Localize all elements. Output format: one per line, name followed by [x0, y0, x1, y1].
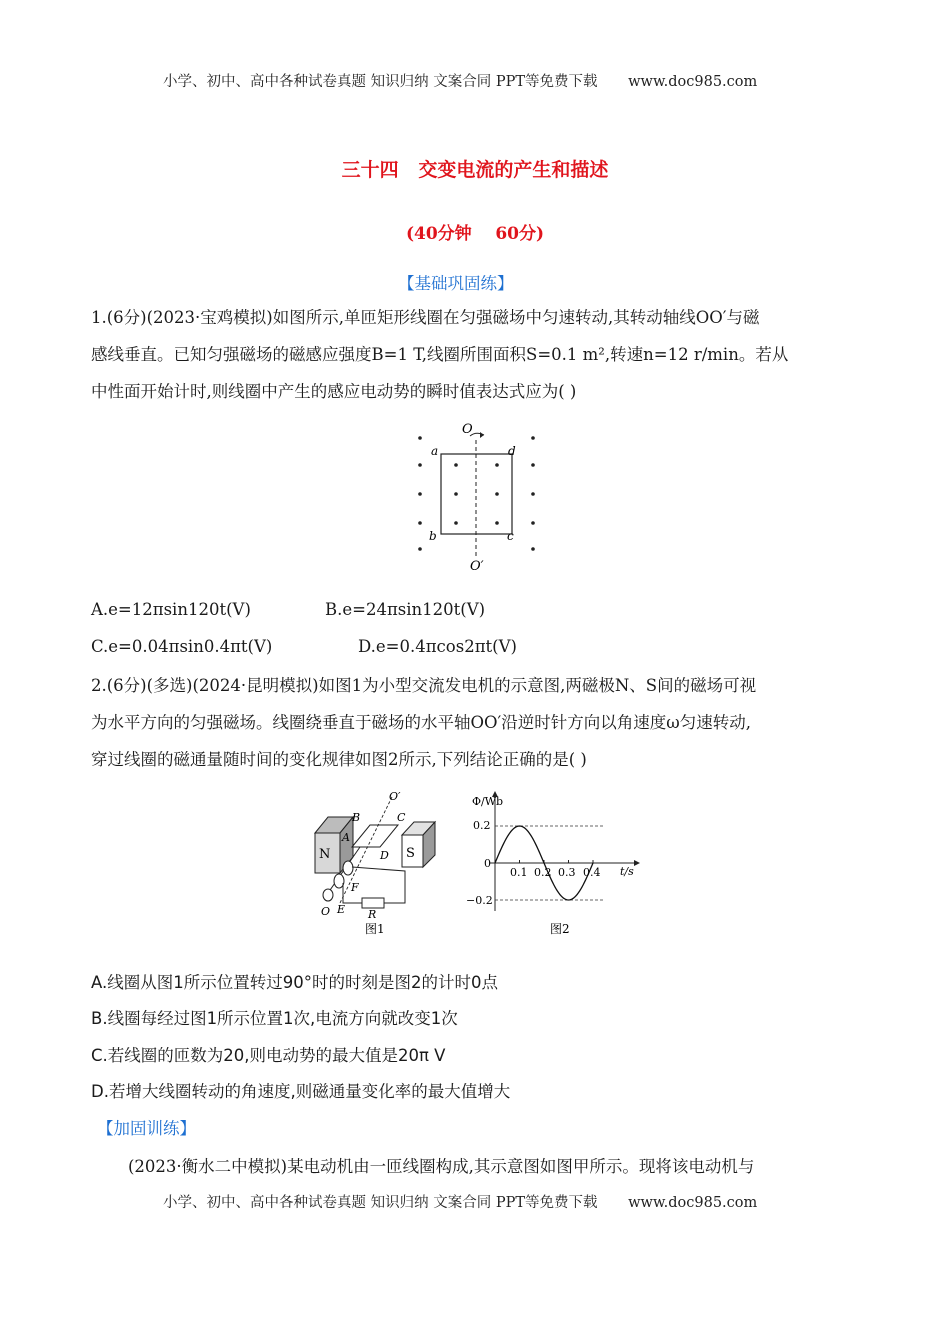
- label-f: F: [351, 881, 359, 894]
- option-2c[interactable]: C.若线圈的匝数为20,则电动势的最大值是20π V: [91, 1046, 446, 1065]
- generator-figure: [310, 785, 450, 940]
- banner-url[interactable]: www.doc985.com: [628, 74, 758, 90]
- chart-xtick-0-3: 0.3: [558, 866, 576, 879]
- x-axis-arrow-icon: [634, 860, 640, 866]
- resistor: [362, 898, 384, 908]
- option-2a[interactable]: A.线圈从图1所示位置转过90°时的时刻是图2的计时0点: [91, 973, 498, 992]
- option-1c[interactable]: C.e=0.04πsin0.4πt(V): [91, 637, 273, 656]
- label-c-coil: C: [397, 811, 406, 824]
- figure-2-caption: 图2: [550, 922, 570, 936]
- page-subtitle: (40分钟 60分): [405, 224, 545, 244]
- chart-ytick-neg-0-2: −0.2: [466, 894, 493, 907]
- label-b-coil: B: [352, 811, 361, 824]
- label-e: E: [337, 903, 346, 916]
- question-2-stem: [91, 667, 756, 778]
- label-o-bottom: O′: [470, 559, 484, 574]
- option-1a[interactable]: A.e=12πsin120t(V): [91, 600, 251, 619]
- section-basic-heading: 【基础巩固练】: [398, 274, 514, 293]
- chart-ytick-0-2: 0.2: [473, 819, 491, 832]
- label-n-pole: N: [319, 847, 331, 862]
- chart-xlabel: t/s: [620, 865, 634, 878]
- chart-xtick-0-1: 0.1: [510, 866, 528, 879]
- flux-chart: [460, 785, 645, 940]
- chart-xtick-0-4: 0.4: [583, 866, 601, 879]
- option-2b[interactable]: B.线圈每经过图1所示位置1次,电流方向就改变1次: [91, 1009, 458, 1028]
- option-1b[interactable]: B.e=24πsin120t(V): [325, 600, 486, 619]
- label-d-coil: D: [380, 849, 389, 862]
- section-reinforce-heading: 【加固训练】: [97, 1119, 196, 1138]
- footer-banner: [163, 1191, 757, 1212]
- option-2d[interactable]: D.若增大线圈转动的角速度,则磁通量变化率的最大值增大: [91, 1082, 511, 1101]
- label-s-pole: S: [406, 846, 415, 861]
- chart-ylabel: Φ/Wb: [472, 795, 504, 808]
- label-c: c: [507, 529, 514, 543]
- label-r: R: [368, 908, 377, 921]
- question-2-line-2: 为水平方向的匀强磁场。线圈绕垂直于磁场的水平轴OO′沿逆时针方向以角速度ω匀速转动,: [91, 713, 751, 732]
- label-o-axis: O: [321, 905, 331, 918]
- label-a-coil: A: [342, 831, 350, 844]
- question-2-line-1: 2.(6分)(多选)(2024·昆明模拟)如图1为小型交流发电机的示意图,两磁极N、S间的磁场可视: [91, 676, 757, 695]
- question-1-stem: [91, 299, 788, 410]
- label-o-prime-axis: O′: [389, 790, 401, 803]
- question-1-figure: [400, 418, 550, 576]
- chart-xtick-0-2: 0.2: [534, 866, 552, 879]
- page-title: 三十四 交变电流的产生和描述: [341, 159, 609, 181]
- question-1-line-2: 感线垂直。已知匀强磁场的磁感应强度B=1 T,线圈所围面积S=0.1 m²,转速n=12 r/min。若从: [91, 345, 789, 364]
- label-a: a: [431, 444, 439, 458]
- option-1d[interactable]: D.e=0.4πcos2πt(V): [358, 637, 517, 656]
- question-1-line-1: 1.(6分)(2023·宝鸡模拟)如图所示,单匝矩形线圈在匀强磁场中匀速转动,其转动轴线OO′与磁: [91, 308, 760, 327]
- question-3-line-1: (2023·衡水二中模拟)某电动机由一匝线圈构成,其示意图如图甲所示。现将该电动机与: [128, 1157, 755, 1176]
- chart-ytick-0: 0: [484, 857, 491, 870]
- label-b: b: [429, 529, 437, 543]
- banner-text: 小学、初中、高中各种试卷真题 知识归纳 文案合同 PPT等免费下载: [163, 74, 598, 90]
- footer-banner-text: 小学、初中、高中各种试卷真题 知识归纳 文案合同 PPT等免费下载: [163, 1195, 598, 1211]
- label-d: d: [508, 444, 516, 458]
- figure-1-caption: 图1: [365, 922, 385, 936]
- rectangular-coil: [441, 454, 512, 534]
- chart-axes: [489, 791, 640, 911]
- footer-banner-url[interactable]: www.doc985.com: [628, 1195, 758, 1211]
- question-2-line-3: 穿过线圈的磁通量随时间的变化规律如图2所示,下列结论正确的是( ): [91, 750, 587, 769]
- question-1-line-3: 中性面开始计时,则线圈中产生的感应电动势的瞬时值表达式应为( ): [91, 382, 577, 401]
- generator-coil: [352, 825, 398, 847]
- header-banner: [163, 70, 757, 91]
- label-o-top: O: [462, 422, 473, 437]
